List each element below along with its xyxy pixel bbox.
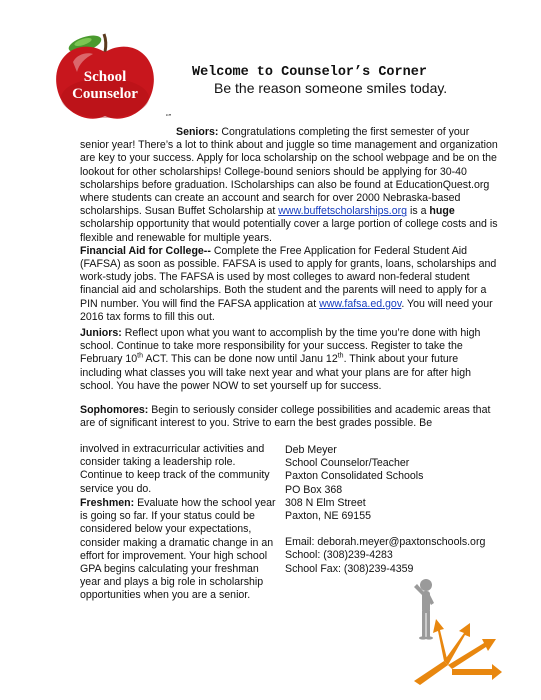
seniors-section [80, 126, 500, 324]
logo-text-line2: Counselor [72, 86, 138, 102]
freshmen-text: Evaluate how the school year is going so far. If your status could be considered below your expectations, consider making a dramatic change in an effort for improvement. Your high school GPA begins calculating your freshman year and plays a big role in scholarship opportunities when you are a senior. [80, 497, 276, 602]
fafsa-text: . You will need your 2016 tax forms to fill this out. [80, 297, 493, 323]
page-subtitle: Be the reason someone smiles today. [214, 80, 448, 96]
quote-mark: “” [166, 113, 172, 122]
juniors-label: Juniors: [80, 327, 122, 339]
contact-role: School Counselor/Teacher [285, 457, 410, 470]
sophomores-section [80, 404, 492, 430]
juniors-text: ACT. This can be done now until Janu 12 [142, 353, 338, 366]
seniors-label: Seniors: [176, 126, 219, 138]
seniors-text: scholarship opportunity that would potentially cover a large portion of college costs and is flexible and renewable for multiple years. [80, 218, 498, 244]
superscript: th [137, 352, 143, 360]
contact-street: 308 N Elm Street [285, 496, 366, 509]
crossroads-figure [404, 573, 504, 688]
spacer [285, 523, 525, 536]
contact-email[interactable]: Email: deborah.meyer@paxtonschools.org [285, 536, 486, 549]
fafsa-text: Complete the Free Application for Federal Student Aid (FAFSA) as soon as possible. FAFSA is used to apply for grants, loans, scholarships and work-study jobs. The FAFSA is used by most colleges to award non-federal student financial aid and scholarships. Both the student and the parents will need to apply for a PIN number. You will find the FAFSA application at [80, 244, 497, 310]
logo-text-line1: School [83, 69, 127, 85]
fafsa-link[interactable]: www.fafsa.ed.gov [319, 297, 402, 310]
freshmen-label: Freshmen: [80, 497, 135, 509]
seniors-text: is a [407, 205, 430, 218]
huge-emphasis: huge [429, 205, 455, 218]
page-title: Welcome to Counselor’s Corner [192, 65, 427, 80]
contact-block [285, 444, 525, 576]
financial-aid-label: Financial Aid for College-- [80, 244, 211, 257]
contact-name: Deb Meyer [285, 444, 337, 456]
seniors-text: Congratulations completing the first semester of your senior year! There’s a lot to think about and juggle so time management and organization are key to your success. Apply for loca scholarship on the school webpage and be on the lookout for other scholarships! College-bound seniors should be applying for 30-40 scholarships before graduation. IScholarships can also be found at EducationQuest.org where students can create an account and search for over 2000 Nebraska-based scholarships. Susan Buffet Scholarship at [80, 126, 498, 218]
school-counselor-apple-logo [47, 28, 165, 124]
person-at-crossroads-icon [404, 573, 504, 688]
juniors-text: . Think about your future including what classes you will take next year and what your plans are for after high school. You have the power NOW to set yourself up for success. [80, 353, 472, 392]
contact-fax: School Fax: (308)239-4359 [285, 562, 414, 575]
freshmen-section [80, 497, 276, 603]
contact-city: Paxton, NE 69155 [285, 509, 371, 522]
juniors-section [80, 327, 500, 393]
apple-icon [47, 28, 165, 124]
contact-phone: School: (308)239-4283 [285, 549, 393, 562]
contact-school: Paxton Consolidated Schools [285, 470, 424, 483]
superscript: th [337, 352, 344, 360]
buffet-scholarship-link[interactable]: www.buffetscholarships.org [278, 205, 408, 218]
contact-po-box: PO Box 368 [285, 483, 343, 496]
juniors-text: Reflect upon what you want to accomplish by the time you’re done with high school. Continue to take more responsibility for your success. Register to take the February 10 [80, 327, 481, 366]
sophomores-label: Sophomores: [80, 404, 149, 416]
sophomores-continued: involved in extracurricular activities and consider taking a leadership role. Continue to keep track of the community service you do. [80, 443, 270, 495]
sophomores-text: Begin to seriously consider college possibilities and academic areas that are of significant interest to you. Strive to earn the best grades possible. Be [80, 404, 491, 430]
